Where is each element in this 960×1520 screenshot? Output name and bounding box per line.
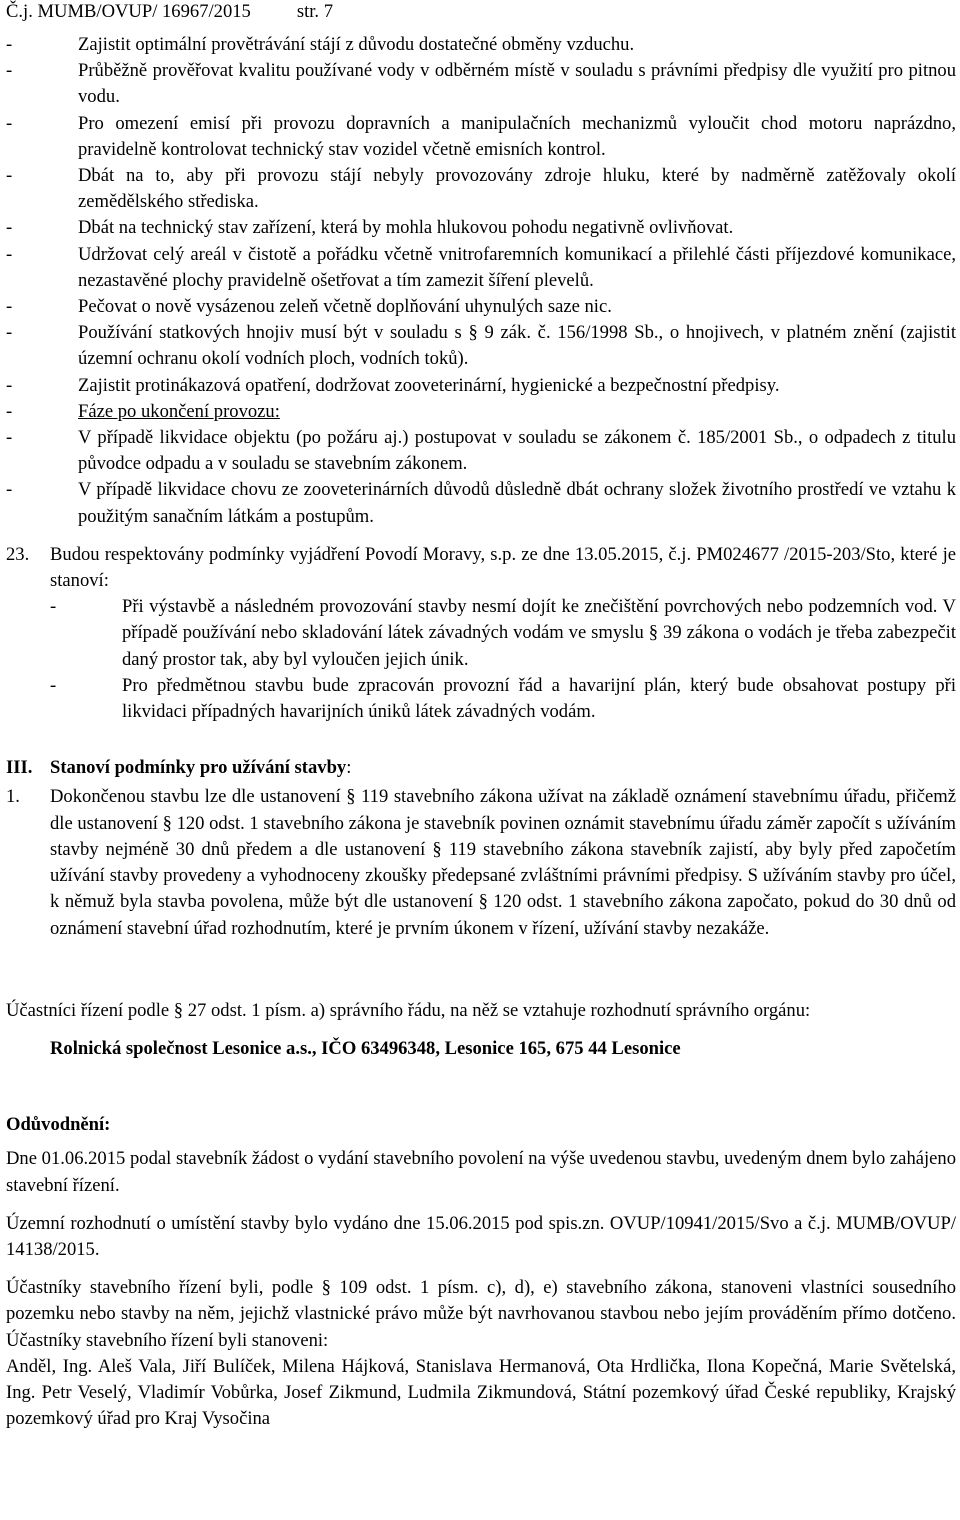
phase-heading: Fáze po ukončení provozu: [78,400,280,422]
list-item: - Udržovat celý areál v čistotě a pořádku včetně vnitrofaremních komunikací a přilehlé části příjezdové komunikace, nezastavěné plochy pravidelně ošetřovat a tím zamezit šíření plevelů. [6,243,956,291]
list-item: - Pečovat o nově vysázenou zeleň včetně doplňování uhynulých saze nic. [6,296,612,318]
section-heading: III. Stanoví podmínky pro užívání stavby: [6,755,956,781]
list-item: - V případě likvidace chovu ze zooveterinárních důvodů důsledně dbát ochrany složek životního prostředí ve vztahu k použitým sanačním látkám a postupům. [6,479,956,527]
list-item: - Pro předmětnou stavbu bude zpracován provozní řád a havarijní plán, který bude obsahovat postupy při likvidaci případných havarijních úniků látek závadných vodám. [50,674,956,723]
document-reference: Č.j. MUMB/OVUP/ 16967/2015 [6,1,251,22]
reasoning-paragraph: Dne 01.06.2015 podal stavebník žádost o vydání stavebního povolení na výše uvedenou stavbu, uvedeným dnem bylo zahájeno stavební řízení. [6,1148,956,1196]
section-title: Stanoví podmínky pro užívání stavby [50,757,347,779]
bullet-list-a [6,32,956,530]
list-item: - Dbát na to, aby při provozu stájí nebyly provozovány zdroje hluku, které by nadměrně zatěžovaly okolí zemědělského střediska. [6,165,956,213]
reasoning-paragraph: Účastníky stavebního řízení byli, podle § 109 odst. 1 písm. c), d), e) stavebního zákona, stanoveni vlastníci sousedního pozemku nebo stavby na něm, jejichž vlastnické právo může být navrhovanou stavbou nebo jejím prováděním přímo dotčeno. Účastníky stavebního řízení byli stanoveni: [6,1277,956,1351]
list-item: - Pro omezení emisí při provozu dopravních a manipulačních mechanizmů vyloučit chod motoru naprázdno, pravidelně kontrolovat technický stav vozidel včetně emisních kontrol. [6,112,956,160]
page-number: str. 7 [296,1,334,22]
list-item: - Zajistit optimální provětrávání stájí z důvodu dostatečné obměny vzduchu. [6,34,635,55]
participants-intro: Účastníci řízení podle § 27 odst. 1 písm. a) správního řádu, na něž se vztahuje rozhodnutí správního orgánu: [6,999,811,1021]
section-number: III. [6,757,33,779]
list-item: - Zajistit protinákazová opatření, dodržovat zooveterinární, hygienické a bezpečnostní předpisy. [6,374,780,396]
participant-name: Rolnická společnost Lesonice a.s., IČO 63496348, Lesonice 165, 675 44 Lesonice [50,1037,681,1059]
page-header [6,0,956,30]
reasoning-paragraph: Anděl, Ing. Aleš Vala, Jiří Bulíček, Milena Hájková, Stanislava Hermanová, Ota Hrdlička, Ilona Kopečná, Marie Světelská, Ing. Petr Veselý, Vladimír Vobůrka, Josef Zikmund, Ludmila Zikmundová, Státní pozemkový úřad České republiky, Krajský pozemkový úřad pro Kraj Vysočina [6,1355,956,1430]
list-item: - Dbát na technický stav zařízení, která by mohla hlukovou pohodu negativně ovlivňovat. [6,217,734,239]
numbered-item-23: 23. Budou respektovány podmínky vyjádření Povodí Moravy, s.p. ze dne 13.05.2015, č.j. PM024677 /2015-203/Sto, které je stanoví: - Při výstavbě a následném provozování stavby nesmí dojít ke znečištění povrchových nebo podzemních vod. V případě používání nebo skladování látek závadných vodám ve smyslu § 39 zákona o vodách je třeba zabezpečit daný prostor tak, aby byl vyloučen jejich únik. - Pro předmětnou stavbu bude zpracován provozní řád a havarijní plán, který bude obsahovat postupy při likvidaci případných havarijních úniků látek závadných vodám. [6,542,956,725]
list-item: - Při výstavbě a následném provozování stavby nesmí dojít ke znečištění povrchových nebo podzemních vod. V případě používání nebo skladování látek závadných vodám ve smyslu § 39 zákona o vodách je třeba zabezpečit daný prostor tak, aby byl vyloučen jejich únik. [50,596,956,670]
list-item: - Fáze po ukončení provozu: [6,399,956,425]
numbered-item-1: 1. Dokončenou stavbu lze dle ustanovení § 119 stavebního zákona užívat na základě oznámení stavebnímu úřadu, přičemž dle ustanovení § 120 odst. 1 stavebního zákona je stavebník povinen oznámit stavebnímu úřadu záměr započít s užíváním stavby nejméně 30 dnů předem a dle ustanovení § 119 stavebního zákona stavebník zajistí, aby byly před započetím užívání stavby provedeny a vyhodnoceny zkoušky předepsané zvláštními právními předpisy. S užíváním stavby pro účel, k němuž byla stavba povolena, může být dle ustanovení § 120 odst. 1 stavebního zákona započato, pokud do 30 dnů od oznámení stavební úřad rozhodnutím, které je prvním úkonem v řízení, užívání stavby nezakáže. [6,786,956,939]
list-item: - Průběžně prověřovat kvalitu používané vody v odběrném místě v souladu s právními předpisy dle využití pro pitnou vodu. [6,60,956,108]
reasoning-heading: Odůvodnění: [6,1114,111,1136]
list-item: - V případě likvidace objektu (po požáru aj.) postupovat v souladu se zákonem č. 185/2001 Sb., o odpadech z titulu původce odpadu a v souladu se stavebním zákonem. [6,427,956,475]
list-item: - Používání statkových hnojiv musí být v souladu s § 9 zák. č. 156/1998 Sb., o hnojivech, v platném znění (zajistit územní ochranu okolí vodních ploch, vodních toků). [6,322,956,370]
reasoning-paragraph: Územní rozhodnutí o umístění stavby bylo vydáno dne 15.06.2015 pod spis.zn. OVUP/10941/2015/Svo a č.j. MUMB/OVUP/ 14138/2015. [6,1212,956,1260]
